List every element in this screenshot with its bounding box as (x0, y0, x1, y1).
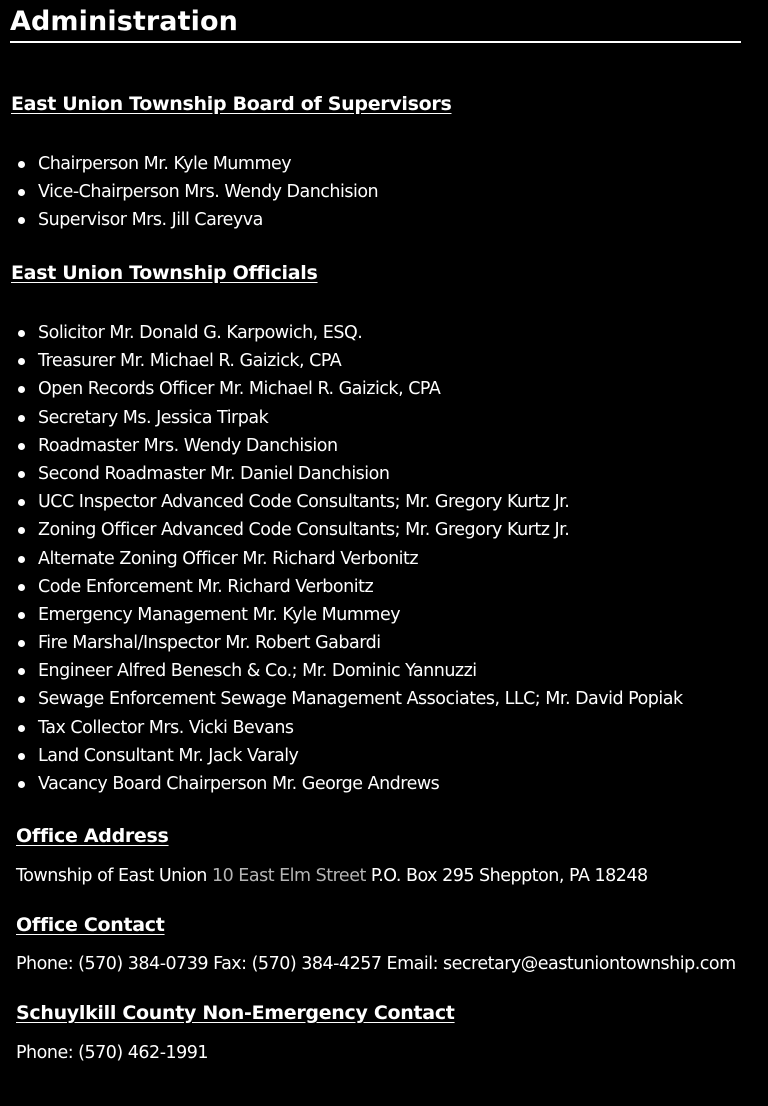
list-item: Treasurer Mr. Michael R. Gaizick, CPA (0, 347, 683, 375)
list-item: UCC Inspector Advanced Code Consultants; Mr. Gregory Kurtz Jr. (0, 488, 683, 516)
page-title: Administration (10, 6, 238, 37)
street-link[interactable]: 10 East Elm Street (211, 866, 366, 886)
board-list (0, 150, 378, 235)
list-item: Solicitor Mr. Donald G. Karpowich, ESQ. (0, 319, 683, 347)
office-address-line (16, 866, 648, 886)
title-divider (10, 41, 741, 43)
address-prefix: Township of East Union (16, 866, 207, 886)
list-item: Fire Marshal/Inspector Mr. Robert Gabardi (0, 629, 683, 657)
list-item: Land Consultant Mr. Jack Varaly (0, 742, 683, 770)
list-item: Alternate Zoning Officer Mr. Richard Verbonitz (0, 545, 683, 573)
list-item: Engineer Alfred Benesch & Co.; Mr. Dominic Yannuzzi (0, 657, 683, 685)
list-item: Supervisor Mrs. Jill Careyva (0, 206, 378, 234)
list-item: Secretary Ms. Jessica Tirpak (0, 404, 683, 432)
list-item: Roadmaster Mrs. Wendy Danchision (0, 432, 683, 460)
office-contact-heading: Office Contact (16, 914, 165, 936)
officials-heading: East Union Township Officials (11, 262, 318, 284)
list-item: Open Records Officer Mr. Michael R. Gaizick, CPA (0, 375, 683, 403)
county-contact-heading: Schuylkill County Non-Emergency Contact (16, 1002, 455, 1024)
board-heading: East Union Township Board of Supervisors (11, 93, 452, 115)
list-item: Emergency Management Mr. Kyle Mummey (0, 601, 683, 629)
list-item: Chairperson Mr. Kyle Mummey (0, 150, 378, 178)
list-item: Vacancy Board Chairperson Mr. George Andrews (0, 770, 683, 798)
list-item: Vice-Chairperson Mrs. Wendy Danchision (0, 178, 378, 206)
list-item: Zoning Officer Advanced Code Consultants; Mr. Gregory Kurtz Jr. (0, 516, 683, 544)
list-item: Code Enforcement Mr. Richard Verbonitz (0, 573, 683, 601)
office-contact-line: Phone: (570) 384-0739 Fax: (570) 384-4257 Email: secretary@eastuniontownship.com (16, 954, 736, 974)
county-contact-line: Phone: (570) 462-1991 (16, 1043, 209, 1063)
list-item: Tax Collector Mrs. Vicki Bevans (0, 714, 683, 742)
list-item: Second Roadmaster Mr. Daniel Danchision (0, 460, 683, 488)
address-suffix: P.O. Box 295 Sheppton, PA 18248 (370, 866, 648, 886)
office-address-heading: Office Address (16, 825, 169, 847)
officials-list (0, 319, 683, 798)
list-item: Sewage Enforcement Sewage Management Associates, LLC; Mr. David Popiak (0, 685, 683, 713)
